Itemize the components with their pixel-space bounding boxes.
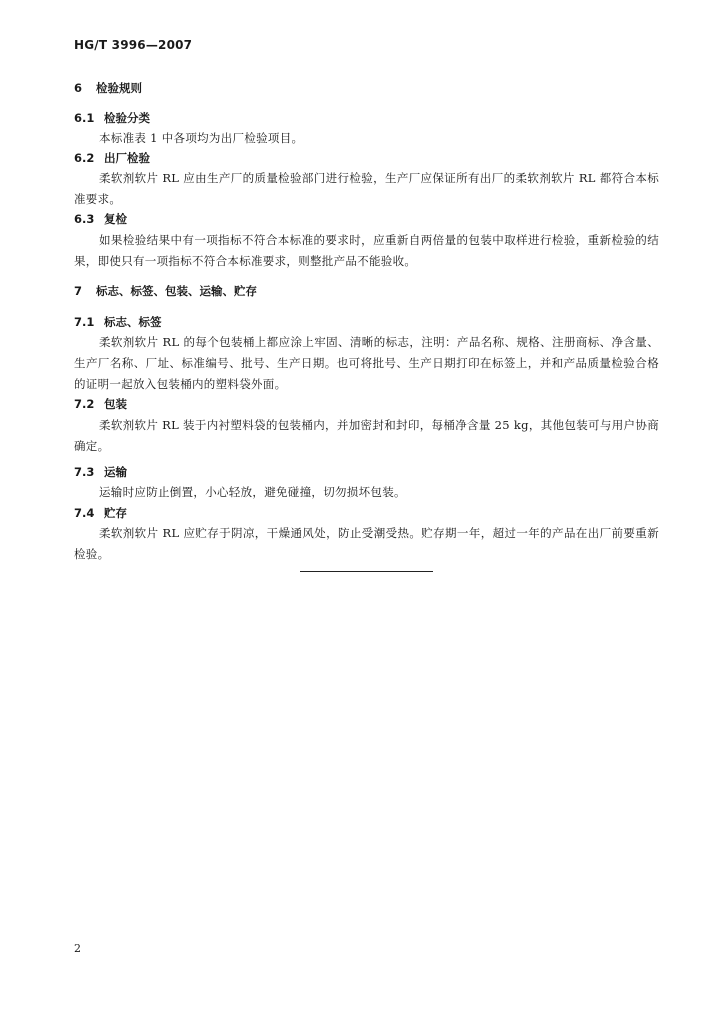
section-title: 检验规则 (96, 81, 142, 95)
section-6-3-heading (74, 211, 127, 227)
standard-code: HG/T 3996—2007 (74, 38, 193, 52)
section-number: 6.1 (74, 111, 95, 125)
section-6-2-heading (74, 150, 150, 166)
section-number: 6.3 (74, 212, 95, 226)
section-title: 标志、标签 (104, 315, 162, 329)
section-6-heading (74, 80, 142, 96)
section-title: 运输 (104, 465, 127, 479)
section-6-1-body: 本标准表 1 中各项均为出厂检验项目。 (99, 131, 304, 145)
end-rule (300, 571, 433, 572)
page-number: 2 (74, 942, 81, 955)
section-number: 7.2 (74, 397, 95, 411)
section-7-2-heading (74, 396, 127, 412)
section-6-2-body: 柔软剂软片 RL 应由生产厂的质量检验部门进行检验，生产厂应保证所有出厂的柔软剂软片 RL 都符合本标准要求。 (74, 171, 659, 206)
section-number: 6.2 (74, 151, 95, 165)
section-title: 包装 (104, 397, 127, 411)
section-title: 复检 (104, 212, 127, 226)
section-number: 7.1 (74, 315, 95, 329)
section-7-1-body: 柔软剂软片 RL 的每个包装桶上都应涂上牢固、清晰的标志，注明：产品名称、规格、注册商标、净含量、生产厂名称、厂址、标准编号、批号、生产日期。也可将批号、生产日期打印在标签上，并和产品质量检验合格的证明一起放入包装桶内的塑料袋外面。 (74, 335, 659, 391)
section-7-3-heading (74, 464, 127, 480)
section-7-1-heading (74, 314, 162, 330)
section-title: 出厂检验 (104, 151, 150, 165)
section-title: 检验分类 (104, 111, 150, 125)
section-title: 贮存 (104, 506, 127, 520)
section-7-3-body: 运输时应防止倒置，小心轻放，避免碰撞，切勿损坏包装。 (99, 485, 406, 499)
section-7-heading (74, 283, 257, 299)
section-title: 标志、标签、包装、运输、贮存 (96, 284, 257, 298)
section-7-4-body: 柔软剂软片 RL 应贮存于阴凉，干燥通风处，防止受潮受热。贮存期一年，超过一年的产品在出厂前要重新检验。 (74, 526, 659, 561)
section-number: 6 (74, 81, 83, 95)
section-6-1-heading (74, 110, 150, 126)
section-number: 7 (74, 284, 83, 298)
section-number: 7.4 (74, 506, 95, 520)
section-number: 7.3 (74, 465, 95, 479)
section-7-4-heading (74, 505, 127, 521)
section-6-3-body: 如果检验结果中有一项指标不符合本标准的要求时，应重新自两倍量的包装中取样进行检验，重新检验的结果，即使只有一项指标不符合本标准要求，则整批产品不能验收。 (74, 233, 659, 268)
section-7-2-body: 柔软剂软片 RL 装于内衬塑料袋的包装桶内，并加密封和封印，每桶净含量 25 kg，其他包装可与用户协商确定。 (74, 418, 659, 453)
